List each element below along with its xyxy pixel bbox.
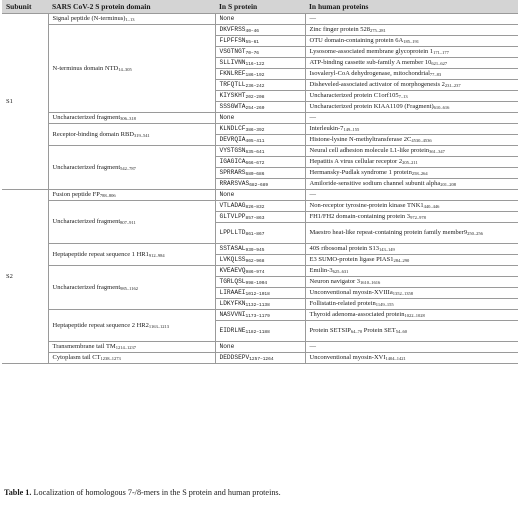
- human-protein: —: [309, 114, 316, 121]
- kmer-sequence: TRFQTLL: [219, 81, 246, 88]
- domain-name: Heptapeptide repeat sequence 1 HR1: [52, 250, 149, 258]
- table-row: [2, 244, 518, 255]
- in-human-cell: [305, 255, 518, 266]
- kmer-range: 386–392: [245, 128, 265, 133]
- in-s-protein-cell: [215, 47, 305, 58]
- table-row: [2, 353, 518, 364]
- in-human-cell: [305, 288, 518, 299]
- human-range: 621–627: [431, 61, 448, 66]
- domain-cell: [48, 25, 215, 113]
- human-range: 610–616: [433, 105, 450, 110]
- table-row: [2, 124, 518, 135]
- domain-name: Uncharacterized fragment: [52, 283, 121, 291]
- table-row: [2, 146, 518, 157]
- kmer-sequence: NASVVNI: [219, 311, 246, 318]
- in-human-cell: [305, 244, 518, 255]
- human-protein: E3 SUMO-protein ligase PIAS1: [309, 256, 394, 263]
- human-range: 231–237: [444, 83, 461, 88]
- table-row: [2, 25, 518, 36]
- human-protein: FH1/FH2 domain-containing protein 3: [309, 213, 411, 220]
- domain-cell: [48, 310, 215, 342]
- in-s-protein-cell: [215, 266, 305, 277]
- subunit-label: S2: [6, 272, 13, 280]
- kmer-sequence: GLTVLPP: [219, 213, 246, 220]
- human-protein: Uncharacterized protein KIAA1109 (Fragment): [309, 103, 434, 110]
- kmer-range: 236–242: [245, 84, 265, 89]
- domain-cell: [48, 266, 215, 310]
- kmer-sequence: IGAGICA: [219, 158, 246, 165]
- kmer-range: 405–411: [245, 139, 265, 144]
- in-s-protein-cell: [215, 244, 305, 255]
- human-protein: Thyroid adenoma-associated protein: [309, 311, 405, 318]
- table-row: [2, 310, 518, 321]
- in-human-cell: [305, 179, 518, 190]
- human-range: 185–191: [403, 39, 419, 44]
- kmer-range: 857–863: [245, 216, 265, 221]
- domain-cell: [48, 113, 215, 124]
- subunit-cell: [2, 190, 48, 364]
- table-caption: [4, 488, 281, 497]
- in-human-cell: [305, 321, 518, 342]
- in-human-cell: [305, 342, 518, 353]
- human-protein: Interleukin-7: [309, 125, 344, 132]
- table-row: [2, 201, 518, 212]
- in-s-protein-cell: [215, 80, 305, 91]
- human-protein: Protein SETSIP: [309, 327, 351, 334]
- in-human-cell: [305, 135, 518, 146]
- human-range-extra: 54–60: [395, 329, 407, 334]
- human-protein: Neural cell adhesion molecule L1-like protein: [309, 147, 430, 154]
- domain-range: 14–305: [118, 66, 132, 72]
- in-human-cell: [305, 124, 518, 135]
- caption-label: Table 1.: [4, 488, 32, 497]
- human-range: 77–83: [429, 72, 442, 77]
- in-s-protein-cell: [215, 299, 305, 310]
- domain-range: 1–13: [125, 17, 135, 22]
- in-human-cell: [305, 47, 518, 58]
- kmer-range: 1012–1018: [245, 292, 270, 297]
- human-protein: OTU domain-containing protein 6A: [309, 37, 404, 44]
- table-row: [2, 14, 518, 25]
- in-human-cell: [305, 58, 518, 69]
- domain-name: Signal peptide (N-terminus): [52, 15, 126, 22]
- kmer-range: 186–192: [245, 73, 265, 78]
- human-protein: Zinc finger protein 528: [309, 26, 370, 33]
- header-in-human: In human proteins: [305, 0, 518, 14]
- human-range: 7–13: [398, 94, 408, 99]
- in-s-protein-cell: [215, 310, 305, 321]
- in-human-cell: [305, 14, 518, 25]
- human-range: 64–70: [350, 329, 363, 334]
- kmer-sequence: None: [219, 343, 235, 350]
- human-protein: Uncharacterized protein C1orf105: [309, 92, 399, 99]
- in-s-protein-cell: [215, 69, 305, 80]
- in-s-protein-cell: [215, 179, 305, 190]
- kmer-range: 682–689: [249, 183, 269, 188]
- human-range: 275–281: [369, 28, 386, 33]
- domain-range: 306–318: [120, 116, 136, 121]
- human-protein: —: [309, 15, 316, 22]
- kmer-sequence: LIRAAEI: [219, 289, 246, 296]
- kmer-sequence: VSGTNGT: [219, 48, 246, 55]
- in-s-protein-cell: [215, 223, 305, 244]
- homology-table: [2, 0, 518, 364]
- domain-cell: [48, 201, 215, 244]
- human-protein: Disheveled-associated activator of morphogenesis 2: [309, 81, 445, 88]
- kmer-sequence: SSSGWTA: [219, 103, 246, 110]
- domain-name: Transmembrane tail TM: [52, 343, 116, 350]
- in-human-cell: [305, 277, 518, 288]
- human-protein: Neuron navigator 3: [309, 278, 361, 285]
- human-range: 205–211: [402, 160, 418, 165]
- kmer-range: 40–46: [245, 29, 260, 34]
- human-protein-extra: Protein SET: [362, 327, 396, 334]
- in-human-cell: [305, 266, 518, 277]
- table-row: [2, 266, 518, 277]
- domain-range: 319–541: [133, 132, 150, 138]
- in-s-protein-cell: [215, 288, 305, 299]
- kmer-sequence: LVKQLSS: [219, 256, 246, 263]
- human-protein: Maestro heat-like repeat-containing protein family member: [309, 229, 464, 236]
- in-s-protein-cell: [215, 14, 305, 25]
- human-protein: ATP-binding cassette sub-family A member 10: [309, 59, 432, 66]
- human-range: 149–155: [343, 127, 360, 132]
- in-human-cell: [305, 25, 518, 36]
- human-range: 1404–1421: [385, 356, 406, 361]
- domain-name: Uncharacterized fragment: [52, 163, 121, 171]
- in-human-cell: [305, 190, 518, 201]
- in-human-cell: [305, 36, 518, 47]
- domain-cell: [48, 124, 215, 146]
- human-range: 143–149: [379, 247, 395, 252]
- human-protein: Emilin-3: [309, 267, 333, 274]
- in-human-cell: [305, 310, 518, 321]
- in-s-protein-cell: [215, 190, 305, 201]
- human-protein: Amiloride-sensitive sodium channel subunit alpha: [309, 180, 441, 187]
- kmer-sequence: VTLADAG: [219, 202, 246, 209]
- in-human-cell: [305, 212, 518, 223]
- domain-name: Heptapeptide repeat sequence 2 HR2: [52, 321, 149, 329]
- human-protein: Follistatin-related protein: [309, 300, 376, 307]
- domain-cell: [48, 244, 215, 266]
- in-s-protein-cell: [215, 102, 305, 113]
- kmer-range: 998–1004: [245, 281, 268, 286]
- header-in-s-protein: In S protein: [215, 0, 305, 14]
- subunit-cell: [2, 14, 48, 190]
- in-s-protein-cell: [215, 91, 305, 102]
- human-range: 4530–4536: [411, 138, 432, 143]
- kmer-range: 254–260: [245, 106, 265, 111]
- kmer-sequence: None: [219, 114, 235, 121]
- human-protein: Unconventional myosin-XVIIIa: [309, 289, 393, 296]
- in-human-cell: [305, 223, 518, 244]
- kmer-sequence: RRARSVAS: [219, 180, 250, 187]
- kmer-range: 116–122: [245, 62, 265, 67]
- kmer-range: 70–76: [245, 51, 260, 56]
- kmer-sequence: None: [219, 191, 235, 198]
- in-s-protein-cell: [215, 36, 305, 47]
- in-s-protein-cell: [215, 353, 305, 364]
- in-s-protein-cell: [215, 255, 305, 266]
- kmer-sequence: EIDRLNE: [219, 327, 246, 334]
- human-range-extra: 250–256: [467, 231, 483, 236]
- in-s-protein-cell: [215, 25, 305, 36]
- kmer-range: 1173–1179: [245, 314, 270, 319]
- human-protein: Non-receptor tyrosine-protein kinase TNK1: [309, 202, 424, 209]
- in-human-cell: [305, 146, 518, 157]
- kmer-range: 55–61: [245, 40, 260, 45]
- in-human-cell: [305, 102, 518, 113]
- kmer-range: 635–641: [245, 150, 265, 155]
- human-protein: Isovaleryl-CoA dehydrogenase, mitochondrial: [309, 70, 430, 77]
- human-protein: Histone-lysine N-methyltransferase 2C: [309, 136, 412, 143]
- human-protein: Hepatitis A virus cellular receptor 2: [309, 158, 403, 165]
- domain-range: 542–787: [120, 165, 136, 171]
- kmer-sequence: None: [219, 15, 235, 22]
- human-protein: Hermansky-Pudlak syndrome 1 protein: [309, 169, 412, 176]
- table-row: [2, 190, 518, 201]
- domain-name: Cytoplasm tail CT: [52, 354, 101, 361]
- in-s-protein-cell: [215, 58, 305, 69]
- in-s-protein-cell: [215, 135, 305, 146]
- domain-range: 912–984: [148, 252, 165, 258]
- kmer-range: 1182–1188: [245, 330, 270, 335]
- kmer-sequence: LPPLLTD: [219, 229, 246, 236]
- header-row: [2, 0, 518, 14]
- kmer-sequence: SLLIVNN: [219, 59, 246, 66]
- table-row: [2, 113, 518, 124]
- in-s-protein-cell: [215, 342, 305, 353]
- kmer-sequence: KVEAEVQ: [219, 267, 246, 274]
- in-s-protein-cell: [215, 124, 305, 135]
- in-s-protein-cell: [215, 168, 305, 179]
- kmer-sequence: TGRLQSL: [219, 278, 246, 285]
- table-row: [2, 342, 518, 353]
- domain-cell: [48, 342, 215, 353]
- kmer-sequence: FLPFFSN: [219, 37, 246, 44]
- domain-range: 788–806: [99, 193, 116, 198]
- human-protein: Unconventional myosin-XVI: [309, 354, 386, 361]
- in-s-protein-cell: [215, 277, 305, 288]
- in-s-protein-cell: [215, 321, 305, 342]
- domain-name: Uncharacterized fragment: [52, 218, 121, 225]
- domain-range: 1163–1213: [148, 323, 169, 329]
- human-protein: Lysosome-associated membrane glycoprotein 1: [309, 48, 434, 55]
- kmer-range: 861–867: [245, 232, 265, 237]
- human-range: 258–264: [411, 171, 428, 176]
- kmer-sequence: DEVRQIA: [219, 136, 246, 143]
- human-range: 171–177: [433, 50, 449, 55]
- in-human-cell: [305, 80, 518, 91]
- kmer-sequence: KIYSKHT: [219, 92, 246, 99]
- human-protein: —: [309, 191, 316, 198]
- domain-range: 985–1162: [120, 285, 139, 291]
- kmer-sequence: KLNDLCF: [219, 125, 246, 132]
- human-range: 361–347: [429, 149, 445, 154]
- domain-range: 807–911: [120, 220, 136, 225]
- kmer-range: 202–208: [245, 95, 265, 100]
- subunit-label: S1: [6, 97, 13, 105]
- domain-cell: [48, 146, 215, 190]
- domain-name: Receptor-binding domain RBD: [52, 130, 134, 138]
- in-human-cell: [305, 168, 518, 179]
- kmer-sequence: DEDDSEPV: [219, 354, 250, 361]
- human-range: 201–208: [440, 182, 456, 187]
- domain-cell: [48, 353, 215, 364]
- domain-range: 1214–1237: [115, 345, 136, 350]
- in-s-protein-cell: [215, 146, 305, 157]
- kmer-sequence: SPRRARS: [219, 169, 246, 176]
- caption-text: Localization of homologous 7-/8-mers in the S protein and human proteins.: [31, 488, 281, 497]
- kmer-range: 826–832: [245, 205, 265, 210]
- kmer-range: 1257–1264: [249, 357, 274, 362]
- in-human-cell: [305, 201, 518, 212]
- human-range: 1352–1358: [392, 291, 413, 296]
- kmer-range: 680–686: [245, 172, 265, 177]
- kmer-sequence: LDKYFKN: [219, 300, 246, 307]
- header-subunit: Subunit: [2, 0, 48, 14]
- human-protein: 40S ribosomal protein S13: [309, 245, 380, 252]
- kmer-sequence: FKNLREF: [219, 70, 246, 77]
- human-range: 972–978: [410, 215, 426, 220]
- in-s-protein-cell: [215, 212, 305, 223]
- kmer-sequence: VYSTGSN: [219, 147, 246, 154]
- domain-cell: [48, 14, 215, 25]
- in-human-cell: [305, 353, 518, 364]
- kmer-range: 986–974: [245, 270, 265, 275]
- domain-name: Fusion peptide FP: [52, 191, 100, 198]
- human-range: 1610–1616: [360, 280, 381, 285]
- in-human-cell: [305, 299, 518, 310]
- in-s-protein-cell: [215, 113, 305, 124]
- kmer-sequence: DKVFRSS: [219, 26, 246, 33]
- human-range: 440–446: [423, 204, 440, 209]
- kmer-range: 1132–1138: [245, 303, 270, 308]
- in-human-cell: [305, 91, 518, 102]
- in-s-protein-cell: [215, 157, 305, 168]
- kmer-range: 939–945: [245, 248, 265, 253]
- human-range: 284–290: [393, 258, 410, 263]
- human-range: 1022–1028: [404, 313, 425, 318]
- human-range: 1149–155: [375, 302, 394, 307]
- kmer-sequence: SSTASAL: [219, 245, 246, 252]
- domain-range: 1238–1273: [100, 356, 121, 361]
- in-s-protein-cell: [215, 201, 305, 212]
- human-protein-extra: 9: [463, 229, 468, 236]
- in-human-cell: [305, 157, 518, 168]
- domain-cell: [48, 190, 215, 201]
- domain-name: Uncharacterized fragment: [52, 114, 121, 121]
- human-range: 625–631: [332, 269, 349, 274]
- human-protein: —: [309, 343, 316, 350]
- in-human-cell: [305, 113, 518, 124]
- header-domain: SARS CoV-2 S protein domain: [48, 0, 215, 14]
- domain-name: N-terminus domain NTD: [52, 64, 119, 72]
- kmer-range: 666–672: [245, 161, 265, 166]
- kmer-range: 962–968: [245, 259, 265, 264]
- in-human-cell: [305, 69, 518, 80]
